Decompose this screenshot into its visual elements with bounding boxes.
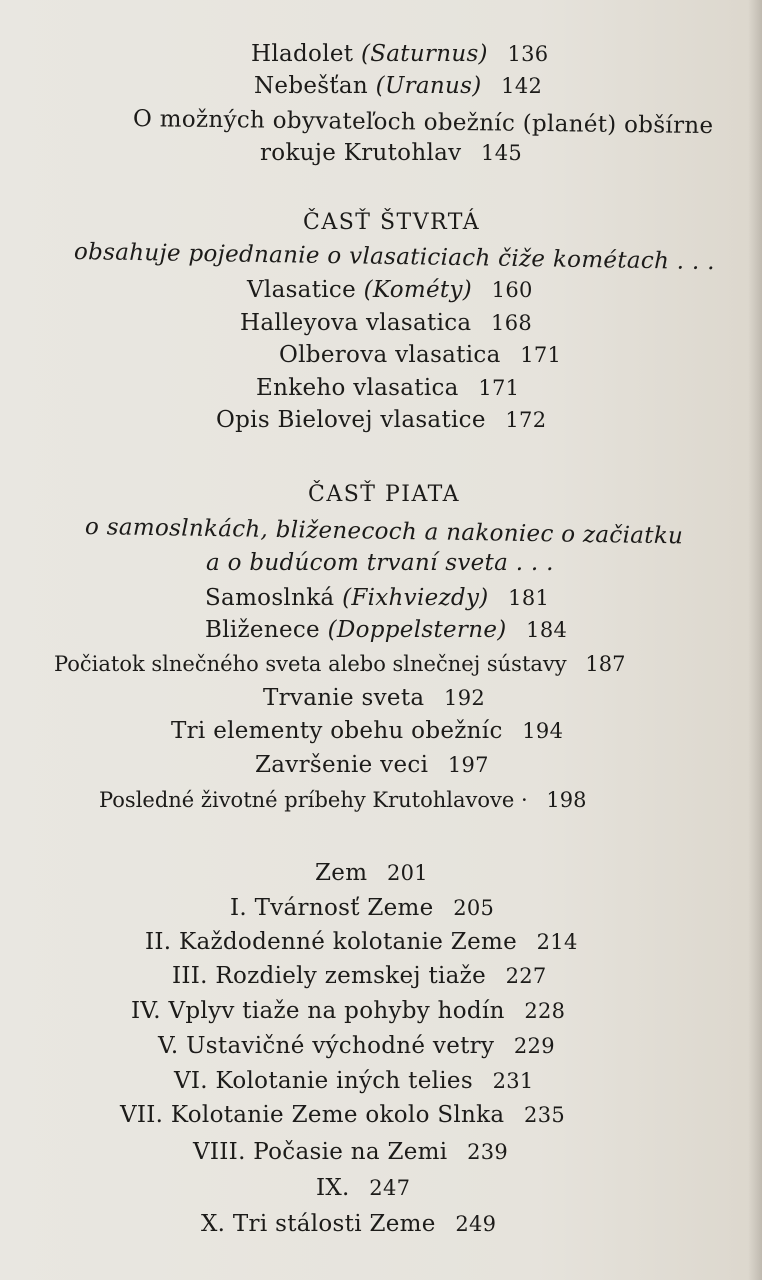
page-number: 197 (447, 753, 489, 777)
entry-alt-title: (Saturnus) (360, 41, 488, 67)
entry-title: Tri elementy obehu obežníc (171, 718, 503, 744)
toc-entry (240, 309, 532, 337)
toc-entry (205, 616, 567, 644)
page-number: 172 (505, 408, 547, 432)
page-number: 168 (491, 311, 533, 335)
toc-entry (133, 105, 714, 140)
entry-title: Olberova vlasatica (279, 342, 501, 368)
section-subtitle: o samoslnkách, bliženecoch a nakoniec o začiatku (84, 514, 684, 550)
entry-alt-title: (Uranus) (375, 73, 482, 99)
page-number: 187 (585, 652, 626, 676)
entry-title: rokuje Krutohlav (260, 140, 462, 166)
entry-title: II. Každodenné kolotanie Zeme (145, 929, 518, 955)
page-number: 184 (526, 618, 568, 642)
entry-title: Bliženece (205, 617, 320, 643)
entry-title: I. Tvárnosť Zeme (230, 895, 434, 921)
entry-title: Nebešťan (254, 73, 369, 99)
toc-entry (316, 1174, 410, 1202)
toc-entry (158, 1032, 555, 1060)
section-heading: ČASŤ PIATA (308, 482, 460, 507)
entry-title: VIII. Počasie na Zemi (193, 1139, 448, 1165)
toc-entry (254, 72, 542, 100)
toc-entry (201, 1210, 496, 1238)
page-number: 142 (501, 74, 543, 98)
page-number: 145 (481, 141, 523, 165)
page-number: 198 (546, 788, 587, 812)
toc-entry (54, 650, 625, 678)
page-number: 231 (492, 1069, 534, 1093)
page-number: 205 (453, 896, 495, 920)
entry-title: Halleyova vlasatica (240, 310, 472, 336)
entry-title: III. Rozdiely zemskej tiaže (172, 963, 486, 989)
toc-entry (255, 751, 489, 779)
toc-entry (315, 859, 428, 887)
entry-title: Vlasatice (247, 277, 356, 303)
page-number: 227 (505, 964, 547, 988)
entry-title: Posledné životné príbehy Krutohlavove · (99, 788, 528, 812)
page-number: 192 (444, 686, 486, 710)
entry-title: VI. Kolotanie iných telies (174, 1068, 473, 1094)
entry-title: IX. (316, 1175, 350, 1201)
entry-title: Samoslnká (205, 585, 335, 611)
toc-entry (174, 1067, 534, 1095)
toc-entry (205, 584, 549, 612)
section-subtitle: a o budúcom trvaní sveta . . . (206, 550, 554, 576)
section-heading: ČASŤ ŠTVRTÁ (303, 210, 481, 235)
toc-entry (247, 276, 533, 304)
entry-title: O možných obyvateľoch obežníc (planét) obšírne (132, 106, 714, 140)
toc-entry (263, 684, 485, 712)
entry-title: Trvanie sveta (263, 685, 425, 711)
section-subtitle: obsahuje pojednanie o vlasaticiach čiže kométach . . . (73, 239, 716, 276)
entry-title: Zem (315, 860, 368, 886)
page-number: 194 (522, 719, 564, 743)
entry-title: Završenie veci (255, 752, 429, 778)
page-spine-shadow (748, 0, 762, 1280)
toc-entry (260, 139, 522, 167)
page-number: 201 (386, 861, 428, 885)
entry-title: VII. Kolotanie Zeme okolo Slnka (120, 1102, 505, 1128)
entry-alt-title: (Kométy) (363, 277, 473, 303)
entry-title: X. Tri stálosti Zeme (201, 1211, 436, 1237)
page-number: 239 (467, 1140, 509, 1164)
toc-entry (171, 717, 563, 745)
toc-entry (172, 962, 547, 990)
toc-entry (230, 894, 494, 922)
toc-entry (131, 997, 565, 1025)
page-number: 181 (508, 586, 550, 610)
entry-title: IV. Vplyv tiaže na pohyby hodín (131, 998, 505, 1024)
page-number: 235 (524, 1103, 566, 1127)
entry-title: V. Ustavičné východné vetry (158, 1033, 495, 1059)
entry-alt-title: (Doppelsterne) (327, 617, 507, 643)
entry-title: Počiatok slnečného sveta alebo slnečnej sústavy (54, 652, 567, 676)
page-number: 214 (536, 930, 578, 954)
page-number: 136 (507, 42, 549, 66)
page-number: 171 (520, 343, 562, 367)
toc-entry (193, 1138, 508, 1166)
toc-entry (251, 40, 548, 68)
entry-title: Opis Bielovej vlasatice (216, 407, 486, 433)
page-number: 160 (491, 278, 533, 302)
entry-title: Enkeho vlasatica (256, 375, 459, 401)
page-number: 228 (524, 999, 566, 1023)
entry-alt-title: (Fixhviezdy) (342, 585, 489, 611)
toc-entry (256, 374, 519, 402)
toc-entry (216, 406, 546, 434)
page-number: 247 (369, 1176, 411, 1200)
entry-title: Hladolet (251, 41, 354, 67)
toc-entry (145, 928, 578, 956)
page-number: 171 (478, 376, 520, 400)
toc-entry (99, 786, 586, 814)
toc-entry (120, 1101, 565, 1129)
toc-entry (279, 341, 561, 369)
page-number: 229 (513, 1034, 555, 1058)
page-number: 249 (455, 1212, 497, 1236)
